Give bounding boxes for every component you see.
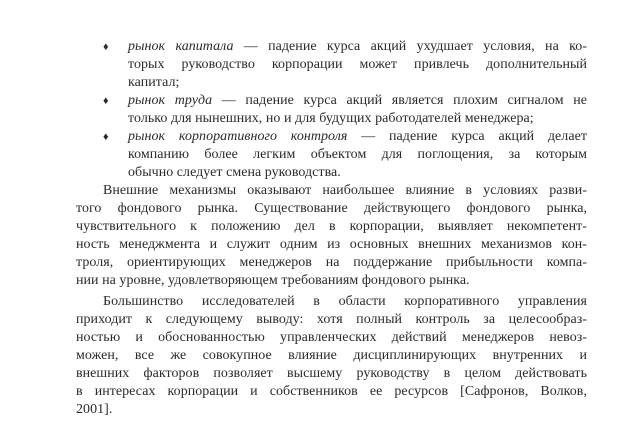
paragraph-2-line-7: 2001]. — [76, 402, 113, 417]
paragraph-1-line-4: ность менеджмента и служит одним из основных внешних механизмов кон- — [76, 236, 587, 252]
bullet-1-line-3: капитал; — [128, 74, 180, 90]
bullet-3-line-2: компанию более легким объектом для поглощения, за которым — [128, 146, 587, 162]
bullet-2-line-2: только для нынешних, но и для будущих работодателей менеджера; — [128, 110, 534, 126]
paragraph-2-line-4: можен, все же совокупное влияние дисциплинирующих внутренних и — [76, 348, 587, 364]
bullet-text: — падение курса акций делает — [347, 128, 587, 144]
paragraph-1-line-3: чувствительного к положению дел в корпорации, выявляет некомпетент- — [76, 218, 587, 234]
paragraph-1-line-2: того фондового рынка. Существование действующего фондового рынка, — [76, 200, 587, 216]
bullet-3-line-3: обычно следует смена руководства. — [128, 164, 341, 180]
paragraph-2-line-2: приходит к следующему выводу: хотя полный контроль за целесообраз- — [76, 312, 587, 328]
paragraph-1-line-1: Внешние механизмы оказывают наибольшее влияние в условиях разви- — [103, 182, 587, 198]
paragraph-2-line-1: Большинство исследователей в области корпоративного управления — [103, 294, 587, 310]
paragraph-1-line-5: троля, ориентирующих менеджеров на поддержание прибыльности компа- — [76, 254, 587, 270]
bullet-1-line-2: торых руководство корпорации может привлечь дополнительный — [128, 56, 587, 72]
paragraph-1-line-6: нии на уровне, удовлетворяющем требованиям фондового рынка. — [76, 272, 470, 288]
bullet-2-line-1 — [128, 92, 587, 110]
diamond-bullet-icon: ♦ — [103, 94, 109, 107]
diamond-bullet-icon: ♦ — [103, 130, 109, 143]
bullet-text: — падение курса акций ухудшает условия, на ко- — [233, 39, 587, 54]
paragraph-2-line-6: в интересах корпорации и собственников ее ресурсов [Сафронов, Волков, — [76, 384, 587, 400]
paragraph-2-line-5: внешних факторов позволяет высшему руководству в целом действовать — [76, 366, 587, 382]
bullet-term: рынок капитала — [128, 39, 234, 54]
bullet-1-line-1 — [128, 38, 587, 56]
bullet-3-line-1 — [128, 128, 587, 146]
bullet-term: рынок корпоративного контроля — [128, 128, 348, 144]
bullet-term: рынок труда — [128, 92, 213, 108]
diamond-bullet-icon: ♦ — [103, 40, 109, 53]
bullet-text: — падение курса акций является плохим сигналом не — [212, 92, 587, 108]
paragraph-2-line-3: ностью и обоснованностью управленческих действий менеджеров невоз- — [76, 330, 587, 346]
